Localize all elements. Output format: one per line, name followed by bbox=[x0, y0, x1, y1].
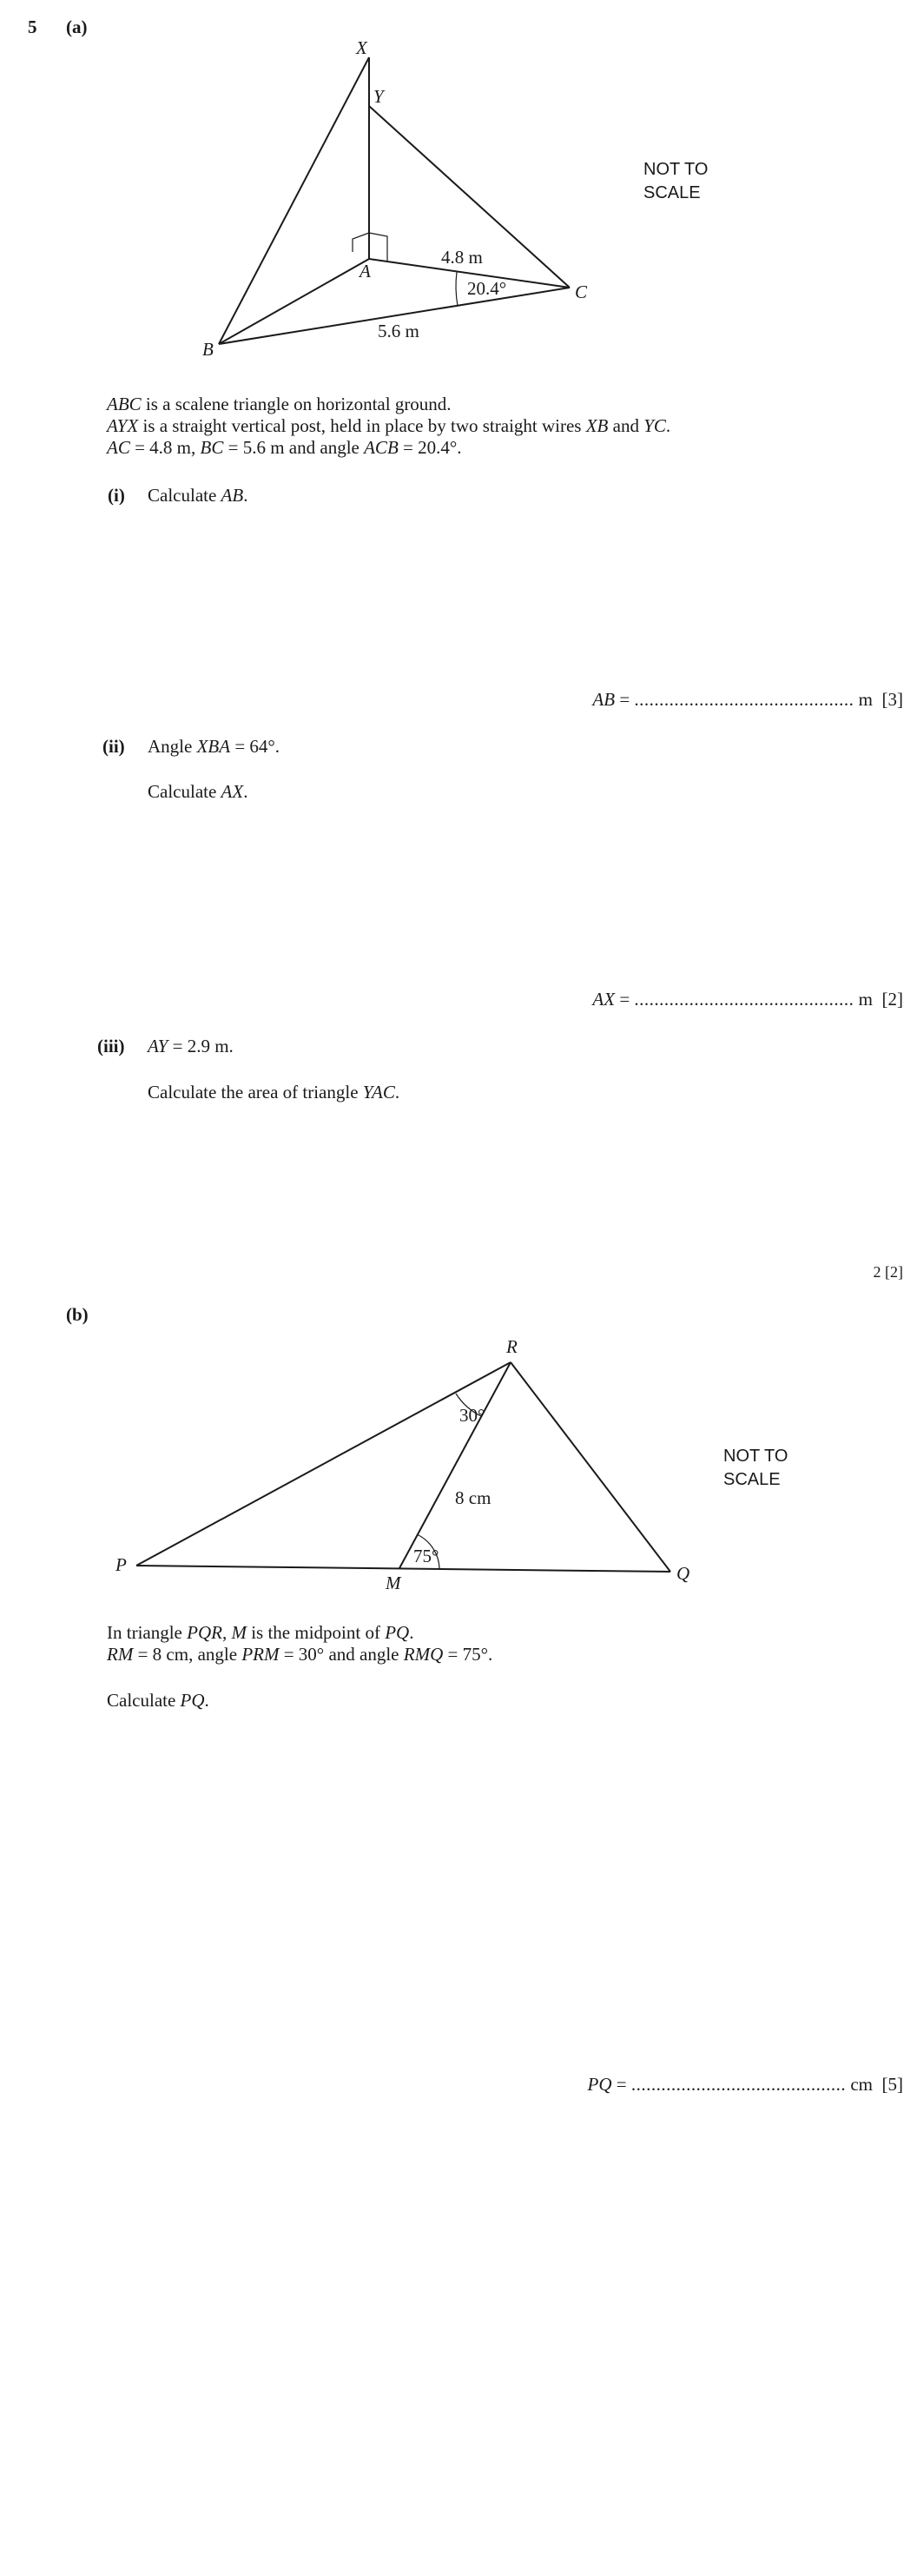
part-b-line-2: RM = 8 cm, angle PRM = 30° and angle RMQ = 75°. bbox=[107, 1644, 493, 1665]
sub-i-question: Calculate AB. bbox=[148, 485, 248, 506]
label-p: P bbox=[115, 1554, 127, 1575]
clipped-answer-strip: 2 [2] bbox=[873, 1263, 903, 1281]
side-pq bbox=[136, 1566, 670, 1572]
side-pr bbox=[136, 1362, 511, 1566]
sub-iii-given: AY = 2.9 m. bbox=[148, 1036, 234, 1056]
not-to-scale-a-line1: NOT TO bbox=[643, 160, 709, 179]
not-to-scale-b-line2: SCALE bbox=[723, 1470, 781, 1489]
answer-line-ab: AB = ............................................ m [3] bbox=[592, 689, 903, 710]
length-ac-label: 4.8 m bbox=[441, 247, 483, 268]
answer-input-ax[interactable]: ............................................ bbox=[634, 989, 854, 1010]
sub-iii-question: Calculate the area of triangle YAC. bbox=[148, 1082, 400, 1103]
label-x: X bbox=[356, 37, 367, 58]
figure-b bbox=[0, 1303, 917, 1593]
angle-acb-label: 20.4° bbox=[467, 278, 507, 299]
label-r: R bbox=[506, 1336, 518, 1357]
length-bc-label: 5.6 m bbox=[378, 321, 419, 341]
part-b-line-1: In triangle PQR, M is the midpoint of PQ. bbox=[107, 1622, 414, 1643]
label-b: B bbox=[202, 339, 214, 360]
angle-rmq-label: 75° bbox=[413, 1546, 439, 1566]
not-to-scale-a-line2: SCALE bbox=[643, 183, 701, 202]
angle-prm-label: 30° bbox=[459, 1405, 485, 1426]
answer-input-ab[interactable]: ............................................ bbox=[634, 689, 854, 710]
label-a: A bbox=[360, 261, 371, 281]
intro-line-2: AYX is a straight vertical post, held in place by two straight wires XB and YC. bbox=[107, 415, 671, 436]
answer-input-pq[interactable]: ........................................... bbox=[630, 2074, 847, 2095]
answer-line-pq: PQ = ........................................... cm [5] bbox=[587, 2074, 903, 2095]
part-b-question: Calculate PQ. bbox=[107, 1690, 209, 1711]
part-b-label: (b) bbox=[66, 1304, 89, 1325]
sub-ii-question: Calculate AX. bbox=[148, 781, 248, 802]
marks-b: [5] bbox=[881, 2074, 903, 2095]
right-angle-mark-right bbox=[369, 233, 387, 261]
answer-line-ax: AX = ............................................ m [2] bbox=[592, 989, 903, 1010]
label-c: C bbox=[575, 281, 588, 302]
intro-line-3: AC = 4.8 m, BC = 5.6 m and angle ACB = 20.4°. bbox=[107, 437, 462, 458]
sub-ii-label: (ii) bbox=[102, 736, 125, 757]
part-a-label: (a) bbox=[66, 17, 88, 37]
figure-a bbox=[0, 0, 917, 374]
marks-i: [3] bbox=[881, 689, 903, 710]
label-y: Y bbox=[373, 86, 384, 107]
question-number: 5 bbox=[28, 17, 37, 37]
sub-iii-label: (iii) bbox=[97, 1036, 125, 1056]
length-rm-label: 8 cm bbox=[455, 1487, 491, 1508]
right-angle-mark-left bbox=[353, 233, 369, 252]
label-q: Q bbox=[676, 1563, 690, 1584]
sub-ii-given: Angle XBA = 64°. bbox=[148, 736, 280, 757]
side-rq bbox=[511, 1362, 670, 1572]
marks-ii: [2] bbox=[881, 989, 903, 1010]
not-to-scale-b-line1: NOT TO bbox=[723, 1447, 788, 1466]
sub-i-label: (i) bbox=[108, 485, 125, 506]
label-m: M bbox=[386, 1573, 401, 1593]
intro-line-1: ABC is a scalene triangle on horizontal ground. bbox=[107, 394, 452, 414]
angle-arc-acb bbox=[456, 272, 458, 306]
